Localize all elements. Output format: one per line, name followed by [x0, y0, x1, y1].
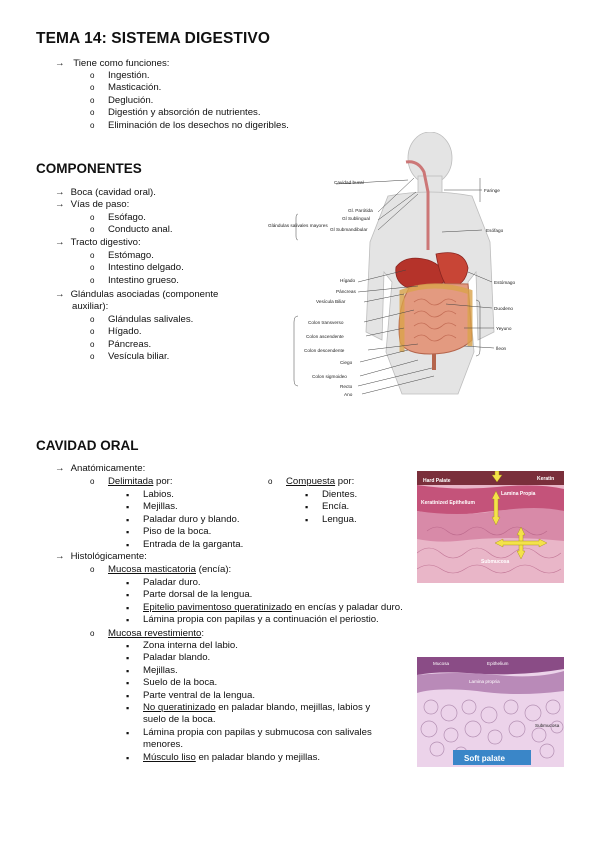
list-item: ▪ Mejillas. [143, 665, 178, 677]
list-item: ▪ No queratinizado en paladar blando, mejillas, labios y [143, 702, 370, 714]
anatomicamente-label: → Anatómicamente: [55, 463, 146, 474]
list-item-cont: suelo de la boca. [143, 714, 216, 725]
list-item: o Hígado. [108, 326, 142, 338]
list-item: o Intestino delgado. [108, 262, 184, 274]
list-item: o Digestión y absorción de nutrientes. [108, 107, 261, 119]
list-item: ▪ Lámina propia con papilas y a continuación el periostio. [143, 614, 379, 626]
label-recto: Recto [340, 384, 353, 389]
compuesta-label: o Compuesta por: [286, 476, 354, 488]
list-item: ▪ Parte dorsal de la lengua. [143, 589, 252, 601]
list-item: ▪ Paladar duro. [143, 577, 201, 589]
list-item: o Eliminación de los desechos no digeribles. [108, 120, 289, 132]
label-ciego: Ciego [340, 360, 353, 365]
list-item: ▪ Labios. [143, 489, 174, 501]
list-item: ▪ Entrada de la garganta. [143, 539, 243, 551]
functions-label: → Tiene como funciones: [55, 58, 170, 69]
list-item: o Páncreas. [108, 339, 151, 351]
hard-palate-micrograph [417, 471, 564, 583]
list-item: o Deglución. [108, 95, 153, 107]
label-estomago: Estómago [494, 280, 516, 285]
label-yeyuno: Yeyuno [496, 326, 512, 331]
list-item: o Intestino grueso. [108, 275, 179, 287]
arrow-icon: → [55, 237, 65, 248]
list-item: ▪ Músculo liso en paladar blando y mejillas. [143, 752, 320, 764]
componente-tracto: → Tracto digestivo: [55, 237, 141, 248]
digestive-system-diagram [268, 132, 550, 398]
label-colon-descendente: Colon descendente [304, 348, 345, 353]
label-colon-ascendente: Colon ascendente [306, 334, 344, 339]
label-esofago: Esófago [486, 228, 504, 233]
label-duodeno: Duodeno [494, 306, 514, 311]
label-colon-sigmoideo: Colon sigmoideo [312, 374, 347, 379]
label-higado: Hígado [340, 278, 356, 283]
arrow-icon: → [55, 551, 65, 562]
list-item: ▪ Mejillas. [143, 501, 178, 513]
list-item: ▪ Piso de la boca. [143, 526, 211, 538]
micro2-lamina: Lamina propria [469, 679, 500, 684]
arrow-icon: → [55, 58, 65, 69]
micro2-epithelium: Epithelium [487, 661, 509, 666]
micro1-hard-palate: Hard Palate [423, 478, 451, 484]
list-item: ▪ Suelo de la boca. [143, 677, 217, 689]
list-item: ▪ Paladar duro y blando. [143, 514, 240, 526]
micro2-mucosa: Mucosa [433, 661, 450, 666]
list-item: o Esófago. [108, 212, 146, 224]
list-item: ▪ Lámina propia con papilas y submucosa con salivales [143, 727, 372, 739]
arrow-icon: → [55, 187, 65, 198]
list-item: ▪ Lengua. [322, 514, 357, 526]
section-heading-cavidad-oral: CAVIDAD ORAL [36, 438, 139, 453]
micro1-lamina-propia: Lamina Propia [501, 491, 536, 497]
micro2-soft-palate: Soft palate [464, 754, 505, 763]
label-gl-parotida: Gl. Parótida [348, 208, 373, 213]
list-item: ▪ Paladar blando. [143, 652, 210, 664]
label-gl-sublingual: Gl Sublingual [342, 216, 370, 221]
list-item: o Vesícula biliar. [108, 351, 169, 363]
micro2-submucosa: Submucosa [535, 723, 560, 728]
label-vesicula: Vesícula Biliar [316, 299, 346, 304]
componente-glandulas: → Glándulas asociadas (componente [55, 289, 219, 300]
mucosa-revestimiento-label: o Mucosa revestimiento: [108, 628, 204, 640]
soft-palate-micrograph [417, 657, 564, 767]
arrow-icon: → [55, 199, 65, 210]
delimitada-label: o Delimitada por: [108, 476, 173, 488]
section-heading-componentes: COMPONENTES [36, 161, 142, 176]
list-item: o Conducto anal. [108, 224, 173, 236]
label-colon-transverso: Colon transverso [308, 320, 344, 325]
micro1-keratinized: Keratinized Epithelium [421, 500, 475, 506]
list-item: o Glándulas salivales. [108, 314, 193, 326]
label-glandulas-salivales: Glándulas salivales mayores [268, 223, 328, 228]
list-item: o Masticación. [108, 82, 161, 94]
arrow-icon: → [55, 289, 65, 300]
list-item: o Estómago. [108, 250, 154, 262]
list-item: o Ingestión. [108, 70, 150, 82]
micro1-keratin: Keratin [537, 476, 555, 482]
list-item: ▪ Zona interna del labio. [143, 640, 238, 652]
componente-boca: → Boca (cavidad oral). [55, 187, 156, 198]
label-cavidad-bucal: Cavidad bucal [334, 180, 364, 185]
list-item-cont: menores. [143, 739, 183, 750]
micro1-submucosa: Submucosa [481, 559, 510, 565]
mucosa-masticatoria-label: o Mucosa masticatoria (encía): [108, 564, 231, 576]
arrow-icon: → [55, 463, 65, 474]
histologicamente-label: → Histológicamente: [55, 551, 147, 562]
componente-vias: → Vías de paso: [55, 199, 130, 210]
list-item: ▪ Encía. [322, 501, 349, 513]
label-gl-submandibular: Gl Submandibular [330, 227, 368, 232]
label-pancreas: Páncreas [336, 289, 356, 294]
label-ileon: Íleon [496, 346, 507, 351]
label-ano: Ano [344, 392, 353, 397]
list-item: ▪ Dientes. [322, 489, 357, 501]
label-faringe: Faringe [484, 188, 500, 193]
list-item: ▪ Parte ventral de la lengua. [143, 690, 255, 702]
componente-glandulas-cont: auxiliar): [72, 301, 109, 312]
list-item: ▪ Epitelio pavimentoso queratinizado en encías y paladar duro. [143, 602, 403, 614]
page-title: TEMA 14: SISTEMA DIGESTIVO [36, 30, 270, 47]
